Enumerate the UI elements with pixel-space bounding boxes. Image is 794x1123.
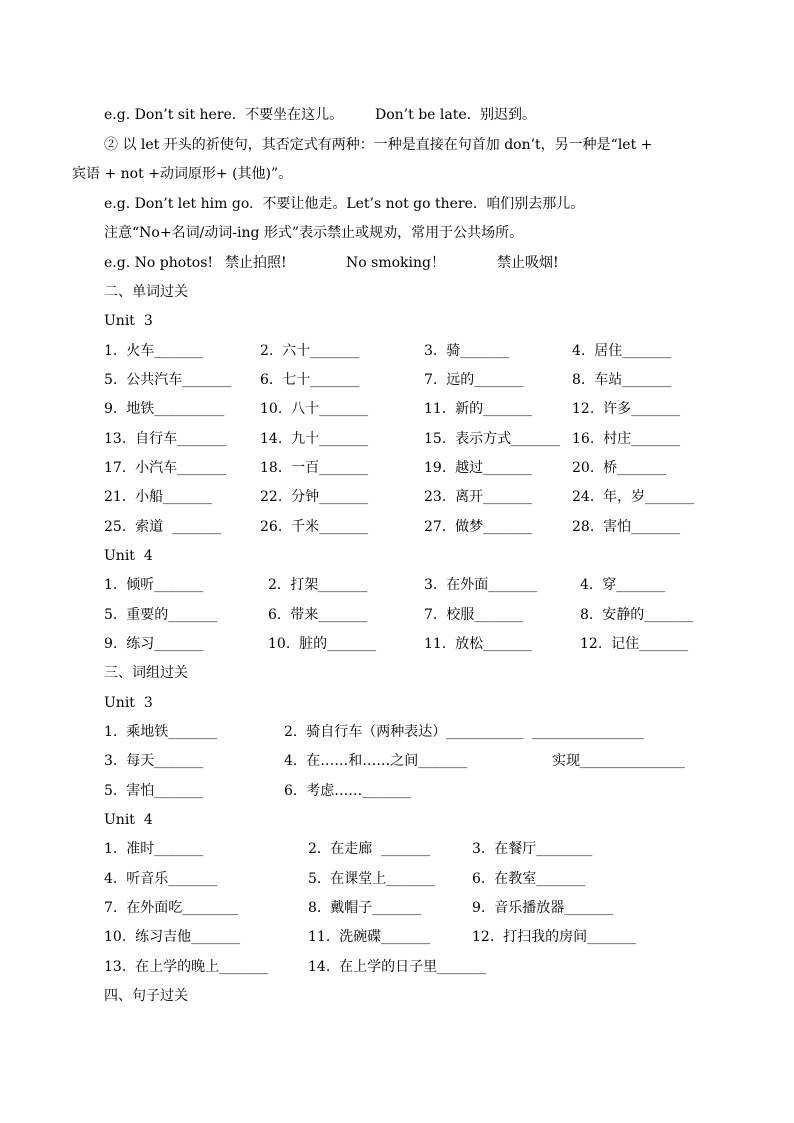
phrase-item: 实现_______________ — [552, 753, 685, 769]
example-dont-be-late: Don’t be late. 别迟到。 — [375, 107, 536, 123]
phrase-item: 7. 在外面吃________ — [104, 900, 239, 916]
vocab-item: 7. 远的_______ — [424, 372, 524, 388]
unit-label: Unit 4 — [104, 548, 153, 564]
phrase-item: 13. 在上学的晚上_______ — [104, 959, 269, 975]
vocab-item: 8. 车站_______ — [572, 372, 672, 388]
vocab-item: 20. 桥_______ — [572, 460, 667, 476]
unit-label: Unit 3 — [104, 695, 153, 711]
rule-let-negation-line2: 宾语 + not +动词原形+ (其他)”。 — [72, 166, 293, 182]
phrase-item: 11. 洗碗碟_______ — [308, 929, 431, 945]
phrase-item: 6. 考虑……_______ — [284, 783, 412, 799]
rule-let-negation-line1: ② 以 let 开头的祈使句，其否定式有两种：一种是直接在句首加 don’t，另一种是“let + — [104, 137, 653, 153]
vocab-item: 14. 九十_______ — [260, 431, 369, 447]
vocab-item: 19. 越过_______ — [424, 460, 533, 476]
phrase-item: 6. 在教室_______ — [472, 871, 586, 887]
example-no-smoking: No smoking！ — [346, 255, 445, 271]
section-title-sentences: 四、句子过关 — [104, 988, 188, 1004]
phrase-item: 9. 音乐播放器_______ — [472, 900, 614, 916]
phrase-item: 1. 乘地铁_______ — [104, 724, 218, 740]
unit-label: Unit 4 — [104, 812, 153, 828]
vocab-item: 1. 倾听_______ — [104, 577, 204, 593]
vocab-item: 10. 脏的_______ — [268, 636, 377, 652]
vocab-item: 12. 记住_______ — [580, 636, 689, 652]
vocab-item: 8. 安静的_______ — [580, 607, 694, 623]
example-dont-sit: e.g. Don’t sit here. 不要坐在这儿。 — [104, 107, 344, 123]
phrase-item: 4. 听音乐_______ — [104, 871, 218, 887]
phrase-item: 1. 准时_______ — [104, 841, 204, 857]
vocab-item: 2. 打架_______ — [268, 577, 368, 593]
vocab-item: 6. 带来_______ — [268, 607, 368, 623]
vocab-item: 4. 穿_______ — [580, 577, 666, 593]
vocab-item: 5. 公共汽车_______ — [104, 372, 232, 388]
note-no-form: 注意“No+名词/动词-ing 形式”表示禁止或规劝，常用于公共场所。 — [104, 225, 524, 241]
vocab-item: 13. 自行车_______ — [104, 431, 227, 447]
vocab-item: 9. 地铁__________ — [104, 401, 225, 417]
phrase-item: 2. 骑自行车（两种表达）___________ ________________ — [284, 724, 645, 740]
phrase-item: 10. 练习吉他_______ — [104, 929, 241, 945]
phrase-item: 4. 在……和……之间_______ — [284, 753, 468, 769]
phrase-item: 5. 害怕_______ — [104, 783, 204, 799]
phrase-item: 8. 戴帽子_______ — [308, 900, 422, 916]
vocab-item: 9. 练习_______ — [104, 636, 204, 652]
vocab-item: 4. 居住_______ — [572, 343, 672, 359]
phrase-item: 14. 在上学的日子里_______ — [308, 959, 487, 975]
vocab-item: 11. 新的_______ — [424, 401, 533, 417]
unit-label: Unit 3 — [104, 313, 153, 329]
example-no-photos-cn: 禁止拍照! — [225, 255, 287, 271]
section-title-phrases: 三、词组过关 — [104, 665, 188, 681]
vocab-item: 6. 七十_______ — [260, 372, 360, 388]
example-no-photos: e.g. No photos! — [104, 255, 213, 271]
vocab-item: 15. 表示方式_______ — [424, 431, 561, 447]
vocab-item: 16. 村庄_______ — [572, 431, 681, 447]
vocab-item: 27. 做梦_______ — [424, 519, 533, 535]
vocab-item: 25. 索道 _______ — [104, 519, 222, 535]
phrase-item: 3. 在餐厅________ — [472, 841, 593, 857]
vocab-item: 17. 小汽车_______ — [104, 460, 227, 476]
vocab-item: 28. 害怕_______ — [572, 519, 681, 535]
vocab-item: 2. 六十_______ — [260, 343, 360, 359]
vocab-item: 26. 千米_______ — [260, 519, 369, 535]
vocab-item: 3. 在外面_______ — [424, 577, 538, 593]
vocab-item: 23. 离开_______ — [424, 489, 533, 505]
vocab-item: 10. 八十_______ — [260, 401, 369, 417]
vocab-item: 18. 一百_______ — [260, 460, 369, 476]
phrase-item: 3. 每天_______ — [104, 753, 204, 769]
vocab-item: 21. 小船_______ — [104, 489, 213, 505]
section-title-words: 二、单词过关 — [104, 284, 188, 300]
vocab-item: 3. 骑_______ — [424, 343, 510, 359]
vocab-item: 5. 重要的_______ — [104, 607, 218, 623]
vocab-item: 24. 年，岁_______ — [572, 489, 695, 505]
vocab-item: 22. 分钟_______ — [260, 489, 369, 505]
phrase-item: 2. 在走廊 _______ — [308, 841, 431, 857]
vocab-item: 11. 放松_______ — [424, 636, 533, 652]
phrase-item: 5. 在课堂上_______ — [308, 871, 436, 887]
vocab-item: 12. 许多_______ — [572, 401, 681, 417]
phrase-item: 12. 打扫我的房间_______ — [472, 929, 637, 945]
vocab-item: 7. 校服_______ — [424, 607, 524, 623]
example-no-smoking-cn: 禁止吸烟! — [497, 255, 559, 271]
example-let-him-go: e.g. Don’t let him go. 不要让他走。Let’s not go there. 咱们别去那儿。 — [104, 196, 585, 212]
vocab-item: 1. 火车_______ — [104, 343, 204, 359]
